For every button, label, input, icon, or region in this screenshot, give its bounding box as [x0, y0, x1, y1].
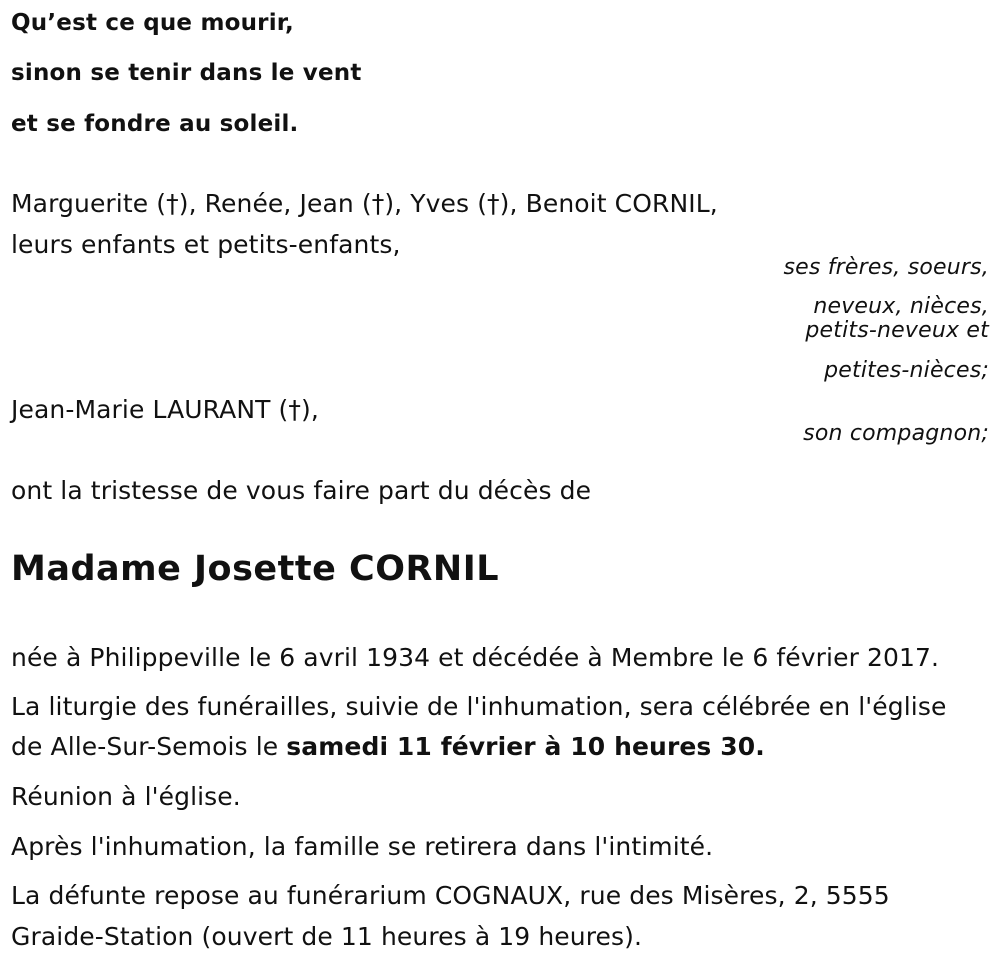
relation-siblings: ses frères, soeurs,: [783, 255, 989, 280]
meeting-line: Réunion à l'église.: [11, 782, 241, 811]
poem-line-3: et se fondre au soleil.: [11, 111, 299, 137]
birth-death-line: née à Philippeville le 6 avril 1934 et décédée à Membre le 6 février 2017.: [11, 643, 940, 672]
deceased-name: Madame Josette CORNIL: [11, 549, 500, 589]
relation-partner: son compagnon;: [803, 421, 989, 446]
funeral-home-line-2: Graide-Station (ouvert de 11 heures à 19 heures).: [11, 922, 643, 951]
poem-line-1: Qu’est ce que mourir,: [11, 10, 294, 36]
liturgy-line-1: La liturgie des funérailles, suivie de l'inhumation, sera célébrée en l'église: [11, 692, 947, 721]
family-children-line: leurs enfants et petits-enfants,: [11, 230, 401, 259]
liturgy-line-2: [11, 732, 765, 761]
partner-line: Jean-Marie LAURANT (†),: [11, 395, 319, 424]
after-burial-line: Après l'inhumation, la famille se retirera dans l'intimité.: [11, 832, 714, 861]
liturgy-date-time: samedi 11 février à 10 heures 30.: [286, 732, 765, 761]
poem-line-2: sinon se tenir dans le vent: [11, 60, 362, 86]
relation-grandnieces: petites-nièces;: [824, 358, 989, 383]
relation-grandnephews: petits-neveux et: [805, 318, 989, 343]
family-siblings-line: Marguerite (†), Renée, Jean (†), Yves (†), Benoit CORNIL,: [11, 189, 718, 218]
liturgy-place: de Alle-Sur-Semois le: [11, 732, 287, 761]
relation-nephews: neveux, nièces,: [813, 294, 989, 319]
funeral-home-line-1: La défunte repose au funérarium COGNAUX, rue des Misères, 2, 5555: [11, 881, 890, 910]
announcement-line: ont la tristesse de vous faire part du décès de: [11, 476, 592, 505]
